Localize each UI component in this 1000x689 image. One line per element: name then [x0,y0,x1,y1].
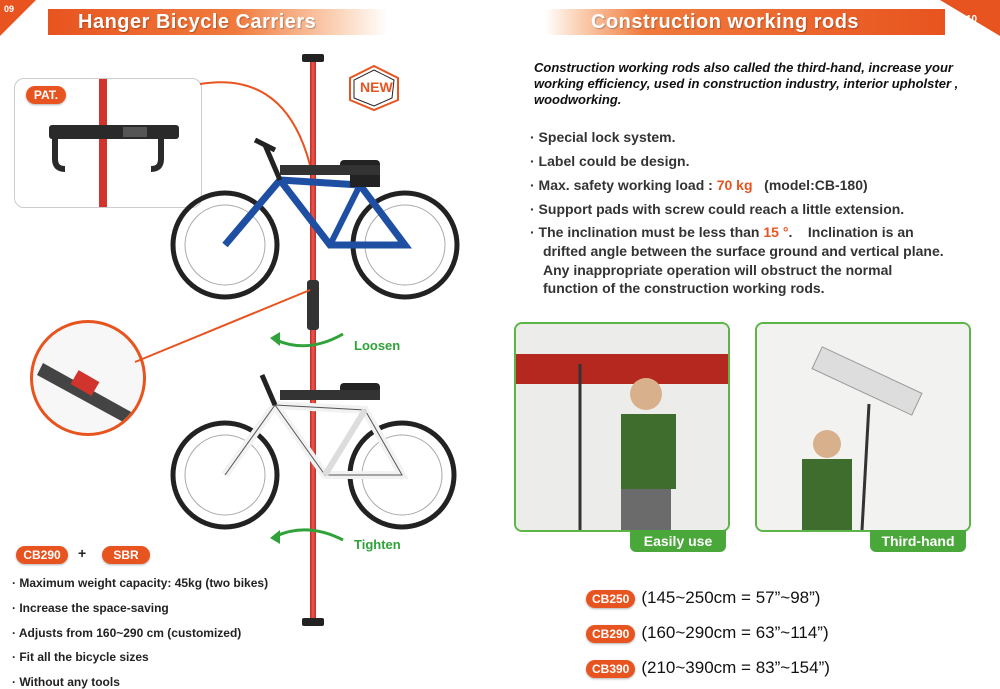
left-page-number: 09 [4,4,15,14]
left-page-title: Hanger Bicycle Carriers [78,11,317,33]
clamp-illustration [33,323,143,433]
plus-sign: + [78,545,87,561]
inclination-line-3: Any inappropriate operation will obstruct the normal [543,262,893,278]
model-row [586,658,830,678]
loosen-arrow [268,326,348,356]
left-title-banner [48,9,388,35]
photo-easily-use [514,322,730,532]
model-row [586,623,829,643]
bullet-lock: · Special lock system. [530,129,676,145]
model-range: (210~390cm = 83”~154”) [641,658,830,677]
feature-item: · Without any tools [12,675,120,689]
lower-bicycle [170,365,470,540]
pole-bottom-cap [302,618,324,626]
right-page-number: 10 [966,14,978,25]
bullet-load-text: · Max. safety working load : [530,177,717,193]
caption-easily-use: Easily use [630,530,726,552]
worker-photo-1 [516,324,728,530]
feature-item: · Adjusts from 160~290 cm (customized) [12,626,242,640]
model-range: (145~250cm = 57”~98”) [641,588,821,607]
model-range: (160~290cm = 63”~114”) [641,623,829,642]
new-badge-text: NEW [360,79,393,95]
intro-paragraph: Construction working rods also called the third-hand, increase your working efficiency, used in construction industry, interior upholster , woodworking. [534,60,959,107]
photo-third-hand [755,322,971,532]
model-pill-cb290-right: CB290 [586,625,635,643]
load-value: 70 kg [716,177,753,193]
model-pill-sbr: SBR [102,546,150,564]
bullet-load-model: (model:CB-180) [752,177,868,193]
bullet-label: · Label could be design. [530,153,690,169]
bullet-pads: · Support pads with screw could reach a little extension. [530,201,905,217]
worker-photo-2 [757,324,969,530]
bullet-load [530,176,868,194]
pole-top-cap [302,54,324,62]
bullet-inclination [530,223,990,241]
right-title-banner [545,9,945,35]
inclination-line-2: drifted angle between the surface ground and vertical plane. [543,243,944,259]
right-page-title: Construction working rods [591,11,860,33]
clamp-detail-circle [30,320,146,436]
pat-badge: PAT. [26,86,66,104]
model-pill-cb390: CB390 [586,660,635,678]
loosen-label: Loosen [354,338,401,353]
caption-third-hand: Third-hand [870,530,966,552]
feature-item: · Increase the space-saving [12,601,169,615]
tighten-label: Tighten [354,537,401,552]
model-pill-cb290: CB290 [16,546,68,564]
inclination-text: · The inclination must be less than [530,224,764,240]
tighten-arrow [268,520,348,550]
inclination-post: . Inclination is an [788,224,914,240]
model-pill-cb250: CB250 [586,590,635,608]
inclination-line-4: function of the construction working rods. [543,280,825,296]
inclination-value: 15 ° [763,224,789,240]
feature-item: · Maximum weight capacity: 45kg (two bikes) [12,576,269,590]
model-row [586,588,820,608]
feature-item: · Fit all the bicycle sizes [12,650,149,664]
